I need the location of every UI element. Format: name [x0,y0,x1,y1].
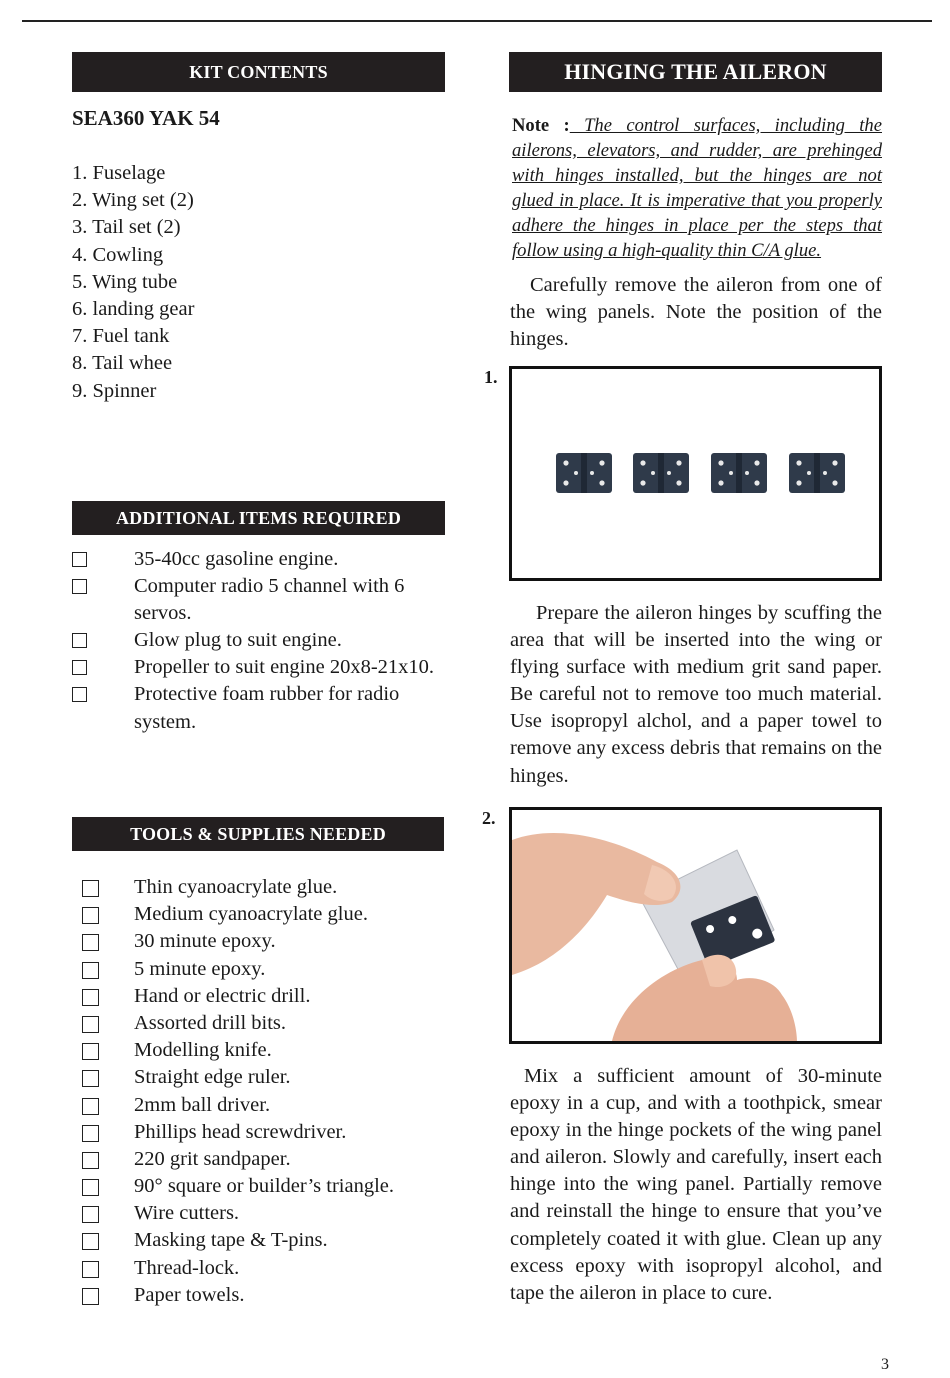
step-number-1: 1. [484,367,498,387]
kit-contents-list [72,160,194,405]
hinge-3 [711,453,767,493]
checkbox[interactable] [82,1179,99,1196]
list-item: 4. Cowling [72,243,164,266]
checkbox[interactable] [82,907,99,924]
list-item: 9. Spinner [72,379,157,402]
checkbox[interactable] [82,1206,99,1223]
additional-items-heading: ADDITIONAL ITEMS REQUIRED [72,501,445,535]
checkbox[interactable] [82,1152,99,1169]
list-item-label: Hand or electric drill. [134,984,311,1007]
checkbox[interactable] [82,1288,99,1305]
list-item: 1. Fuselage [72,162,166,184]
list-item-label: servos. [134,602,192,625]
note-label: Note : [512,115,570,136]
list-item-label: Assorted drill bits. [134,1011,287,1034]
list-item-label: Protective foam rubber for radio [134,683,400,706]
note-text: The control surfaces, including the ailerons, elevators, and rudder, are prehinged with hinges installed, but the hinges are not glued in place. It is imperative that you properly adhere the hinges in place per the steps that follow using a high-quality thin C/A glue. [512,115,882,261]
checkbox[interactable] [82,1233,99,1250]
additional-items-list [72,546,462,736]
tools-list [82,874,462,1309]
list-item-label: Wire cutters. [134,1202,240,1225]
checkbox[interactable] [82,1043,99,1060]
tools-heading: TOOLS & SUPPLIES NEEDED [72,817,444,851]
checkbox[interactable] [72,579,87,594]
note-paragraph [512,113,882,263]
checkbox[interactable] [82,880,99,897]
list-item-label: Thread-lock. [134,1256,240,1279]
list-item: 6. landing gear [72,297,195,320]
checkbox[interactable] [82,1098,99,1115]
list-item-label: Paper towels. [134,1283,245,1306]
checkbox[interactable] [82,934,99,951]
list-item-label: 5 minute epoxy. [134,957,266,980]
list-item-label: Propeller to suit engine 20x8-21x10. [134,656,435,679]
sanding-figure [509,807,882,1044]
list-item-label: 90° square or builder’s triangle. [134,1175,395,1198]
checkbox[interactable] [72,552,87,567]
list-item-label: 30 minute epoxy. [134,930,276,953]
list-item-label: Thin cyanoacrylate glue. [134,876,338,898]
list-item-label: Phillips head screwdriver. [134,1120,347,1143]
list-item-label: Glow plug to suit engine. [134,629,342,652]
list-item-label: Masking tape & T-pins. [134,1229,328,1252]
list-item-label: Computer radio 5 channel with 6 [134,575,405,598]
list-item: 3. Tail set (2) [72,216,181,239]
list-item: 8. Tail whee [72,352,173,375]
top-rule [22,20,932,22]
checkbox[interactable] [82,1261,99,1278]
hinges-figure [509,366,882,581]
hinges-illustration [512,369,879,578]
step-paragraph-3: Mix a sufficient amount of 30-minute epoxy in a cup, and with a toothpick, smear epoxy in the hinge pockets of the wing panel and aileron. Slowly and carefully, insert each hinge into the wing panel. Partially remove and reinstall the hinge to ensure that you’ve completely coated it with glue. Clean up any excess epoxy with isopropyl alcohol, and tape the aileron in place to cure. [510,1065,882,1304]
checkbox[interactable] [82,1070,99,1087]
list-item-label: system. [134,710,197,733]
step-number-2: 2. [482,808,496,828]
checkbox[interactable] [82,989,99,1006]
list-item: 2. Wing set (2) [72,189,194,212]
list-item: 7. Fuel tank [72,325,170,348]
checkbox[interactable] [72,660,87,675]
hinge-4 [789,453,845,493]
step-paragraph-1: Carefully remove the aileron from one of the wing panels. Note the position of the hinges. [510,274,882,351]
hinge-2 [633,453,689,493]
list-item-label: 220 grit sandpaper. [134,1147,291,1170]
hinge-1 [556,453,612,493]
kit-contents-heading: KIT CONTENTS [72,52,445,92]
list-item-label: 2mm ball driver. [134,1093,271,1116]
hinging-heading: HINGING THE AILERON [509,52,882,92]
step-paragraph-2: Prepare the aileron hinges by scuffing the area that will be inserted into the wing or flying surface with medium grit sand paper. Be careful not to remove too much material. Use isopropyl alchol, and a paper towel to remove any excess debris that remains on the hinges. [510,602,882,787]
checkbox[interactable] [82,1016,99,1033]
checkbox[interactable] [72,687,87,702]
page-number: 3 [881,1356,889,1373]
checkbox[interactable] [82,962,99,979]
list-item: 5. Wing tube [72,270,178,293]
list-item-label: Medium cyanoacrylate glue. [134,903,368,926]
checkbox[interactable] [72,633,87,648]
model-name: SEA360 YAK 54 [72,106,220,130]
sanding-illustration [512,810,879,1041]
list-item-label: Straight edge ruler. [134,1066,291,1089]
checkbox[interactable] [82,1125,99,1142]
list-item-label: Modelling knife. [134,1039,272,1062]
list-item-label: 35-40cc gasoline engine. [134,548,339,570]
